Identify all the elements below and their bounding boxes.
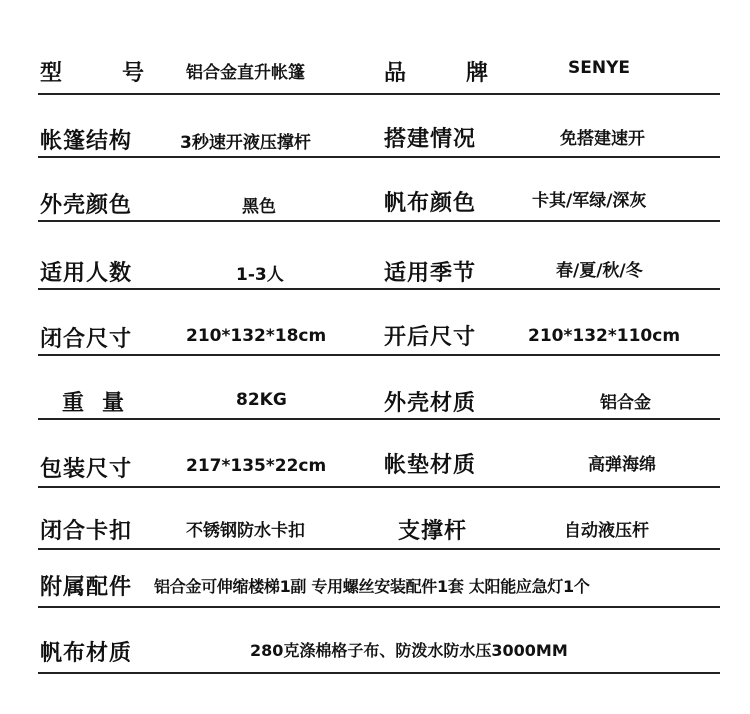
label-setup: 搭建情况 xyxy=(384,127,477,152)
value-structure: 3秒速开液压撑杆 xyxy=(180,133,311,153)
value-setup: 免搭建速开 xyxy=(560,129,645,149)
value-canvas-color: 卡其/军绿/深灰 xyxy=(532,191,647,211)
label-brand-1: 品 xyxy=(384,61,408,86)
spec-row-shell-color xyxy=(38,182,720,222)
value-open-size: 210*132*110cm xyxy=(528,326,681,346)
spec-row-closed-size xyxy=(38,316,720,356)
label-mattress-material: 帐垫材质 xyxy=(384,453,477,478)
value-shell-material: 铝合金 xyxy=(600,393,651,413)
value-shell-color: 黑色 xyxy=(242,197,276,217)
value-accessories: 铝合金可伸缩楼梯1副 专用螺丝安装配件1套 太阳能应急灯1个 xyxy=(154,577,590,596)
value-canvas-material: 280克涤棉格子布、防泼水防水压3000MM xyxy=(250,641,568,660)
spec-row-weight xyxy=(38,382,720,420)
label-shell-color: 外壳颜色 xyxy=(40,193,133,218)
label-weight-2: 量 xyxy=(102,391,126,416)
spec-row-package-size xyxy=(38,446,720,488)
label-canvas-color: 帆布颜色 xyxy=(384,191,477,216)
value-package-size: 217*135*22cm xyxy=(186,456,327,476)
label-structure: 帐篷结构 xyxy=(40,129,133,154)
value-support-rod: 自动液压杆 xyxy=(564,521,649,541)
label-season: 适用季节 xyxy=(384,261,477,286)
value-closed-size: 210*132*18cm xyxy=(186,326,327,346)
spec-row-structure xyxy=(38,118,720,158)
label-weight-1: 重 xyxy=(62,391,86,416)
label-capacity: 适用人数 xyxy=(40,261,133,286)
spec-row-accessories xyxy=(38,568,720,608)
label-open-size: 开后尺寸 xyxy=(384,325,477,350)
spec-row-canvas-material xyxy=(38,632,720,674)
label-model-1: 型 xyxy=(40,61,64,86)
label-canvas-material: 帆布材质 xyxy=(40,641,133,666)
spec-row-buckle xyxy=(38,512,720,550)
value-mattress-material: 高弹海绵 xyxy=(588,455,656,475)
value-weight: 82KG xyxy=(236,390,287,410)
label-brand-2: 牌 xyxy=(466,61,490,86)
label-model-2: 号 xyxy=(122,61,146,86)
value-season: 春/夏/秋/冬 xyxy=(556,261,643,281)
spec-row-capacity xyxy=(38,250,720,290)
label-buckle: 闭合卡扣 xyxy=(40,519,133,544)
spec-row-model xyxy=(38,52,720,95)
label-closed-size: 闭合尺寸 xyxy=(40,327,133,352)
value-buckle: 不锈钢防水卡扣 xyxy=(186,521,305,541)
value-brand: SENYE xyxy=(568,58,631,78)
label-package-size: 包装尺寸 xyxy=(40,457,133,482)
label-support-rod: 支撑杆 xyxy=(398,519,468,544)
value-model: 铝合金直升帐篷 xyxy=(186,63,305,83)
label-accessories: 附属配件 xyxy=(40,575,133,600)
value-capacity: 1-3人 xyxy=(236,265,284,285)
label-shell-material: 外壳材质 xyxy=(384,391,477,416)
